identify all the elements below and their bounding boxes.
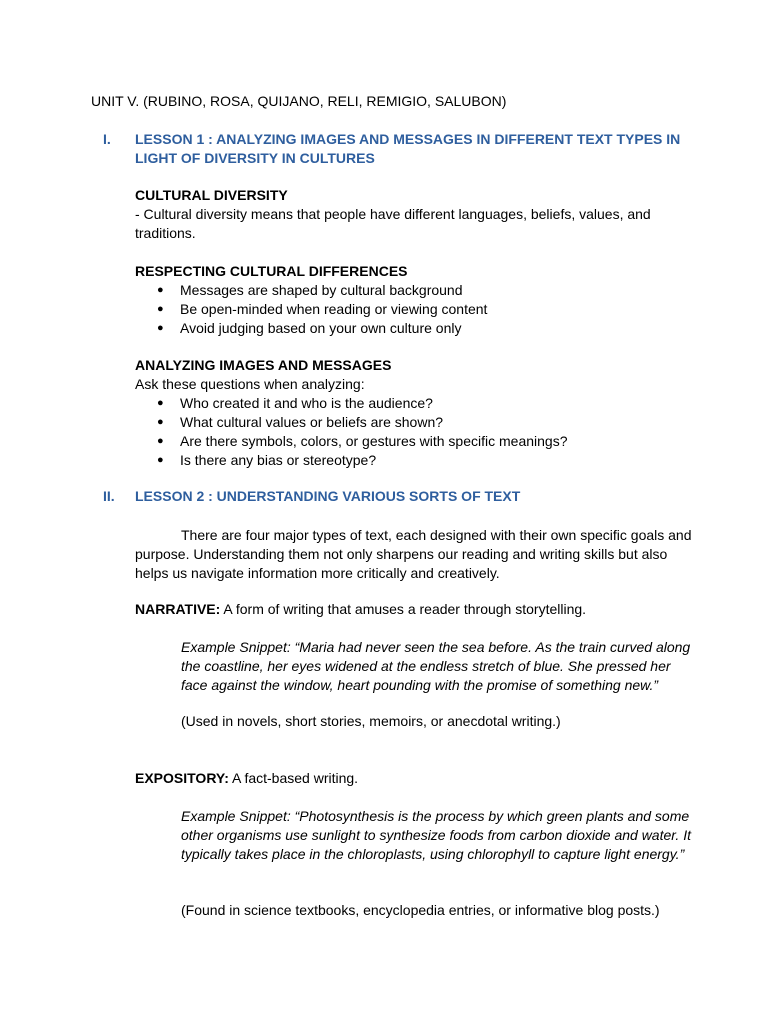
analyzing-list <box>135 394 695 470</box>
expository-usage: (Found in science textbooks, encyclopedia entries, or informative blog posts.) <box>181 902 660 918</box>
narrative-definition-line <box>135 600 695 619</box>
lesson1-number: I. <box>103 131 111 147</box>
list-item: ● Are there symbols, colors, or gestures with specific meanings? <box>135 432 695 451</box>
list-item: ● Be open-minded when reading or viewing content <box>135 300 695 319</box>
analyzing-intro: Ask these questions when analyzing: <box>135 376 365 392</box>
narrative-example: Example Snippet: “Maria had never seen the sea before. As the train curved along the coastline, her eyes widened at the endless stretch of blue. She pressed her face against the window, heart pounding with the promise of something new.” <box>181 639 691 693</box>
cultural-diversity-heading: CULTURAL DIVERSITY <box>135 187 288 203</box>
respecting-list <box>135 281 695 338</box>
respecting-section <box>135 262 695 338</box>
expository-definition: A fact-based writing. <box>228 770 359 786</box>
list-item: ● Is there any bias or stereotype? <box>135 451 695 470</box>
respecting-heading: RESPECTING CULTURAL DIFFERENCES <box>135 263 408 279</box>
lesson1-title: LESSON 1 : ANALYZING IMAGES AND MESSAGES IN DIFFERENT TEXT TYPES IN LIGHT OF DIVERSITY IN CULTURES <box>135 131 681 166</box>
list-item: ● Messages are shaped by cultural background <box>135 281 695 300</box>
analyzing-section <box>135 356 695 470</box>
narrative-definition: A form of writing that amuses a reader through storytelling. <box>220 601 587 617</box>
expository-example: Example Snippet: “Photosynthesis is the process by which green plants and some other organisms use sunlight to synthesize foods from carbon dioxide and water. It typically takes place in the chloroplasts, using chlorophyll to capture light energy.” <box>181 808 691 862</box>
narrative-usage: (Used in novels, short stories, memoirs, or anecdotal writing.) <box>181 713 561 729</box>
expository-label: EXPOSITORY: <box>135 770 229 786</box>
lesson2-title: LESSON 2 : UNDERSTANDING VARIOUS SORTS OF TEXT <box>135 488 521 504</box>
cultural-diversity-section <box>135 186 695 243</box>
unit-header: UNIT V. (RUBINO, ROSA, QUIJANO, RELI, REMIGIO, SALUBON) <box>91 93 507 109</box>
lesson2-number: II. <box>103 488 115 504</box>
analyzing-heading: ANALYZING IMAGES AND MESSAGES <box>135 357 392 373</box>
expository-definition-line <box>135 769 695 788</box>
cultural-diversity-text: - Cultural diversity means that people have different languages, beliefs, values, and traditions. <box>135 206 651 241</box>
list-item: ● Avoid judging based on your own culture only <box>135 319 695 338</box>
lesson2-intro: There are four major types of text, each designed with their own specific goals and purpose. Understanding them not only sharpens our reading and writing skills but also helps us navigate information more critically and creatively. <box>135 527 692 581</box>
list-item: ● What cultural values or beliefs are shown? <box>135 413 695 432</box>
narrative-label: NARRATIVE: <box>135 601 221 617</box>
list-item: ● Who created it and who is the audience? <box>135 394 695 413</box>
